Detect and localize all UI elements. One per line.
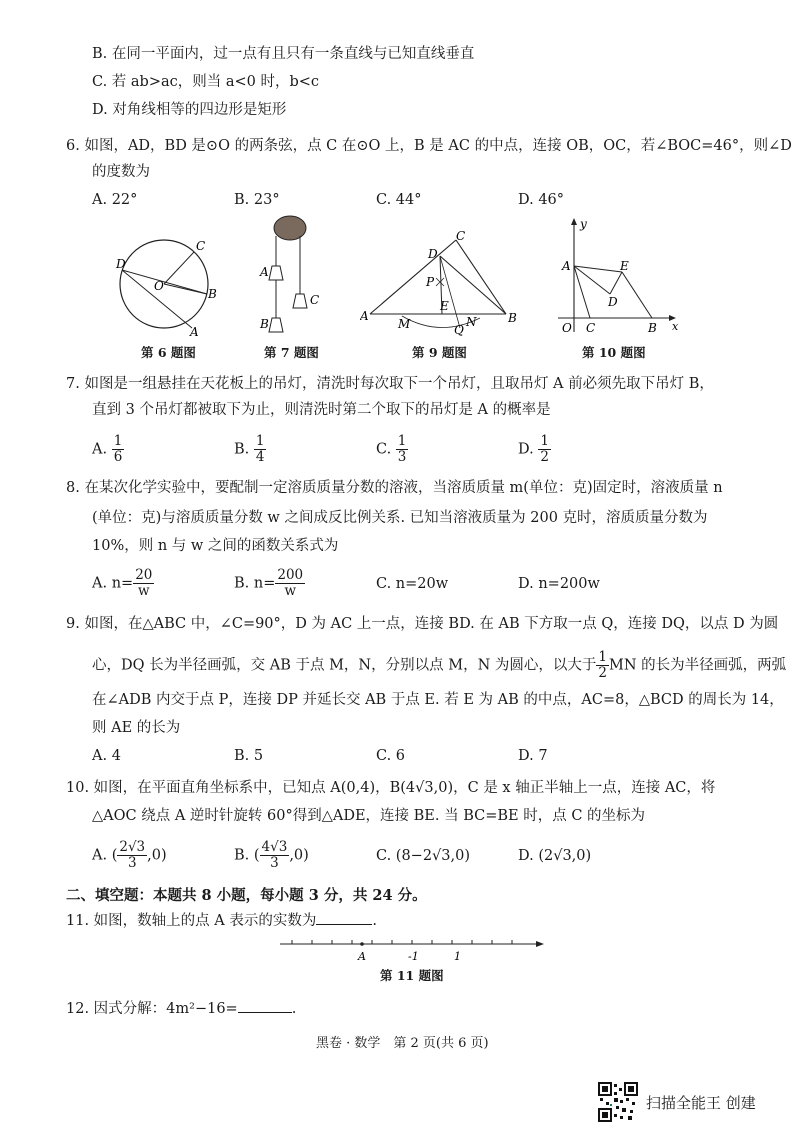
q9-half-numerator: 1 — [598, 649, 607, 665]
q9-stem-line4: 则 AE 的长为 — [92, 720, 181, 736]
q7-option-b-label: B. — [234, 441, 250, 458]
q8-option-a-denominator: w — [138, 583, 150, 599]
fig10-label-e: E — [620, 259, 629, 273]
q10-option-b-denominator: 3 — [270, 855, 279, 871]
fig6-label-a: A — [190, 325, 199, 339]
q9-option-b: B. 5 — [234, 748, 264, 764]
fig9-label-m: M — [398, 317, 411, 331]
fig11-label-a: A — [358, 950, 366, 963]
fig9-label-n: N — [466, 315, 477, 329]
q7-stem-line1: 7. 如图是一组悬挂在天花板上的吊灯，清洗时每次取下一个吊灯，且取吊灯 A 前必须先取下吊灯 B， — [66, 376, 714, 392]
q7-option-d-fraction — [538, 434, 551, 465]
q7-option-b-fraction — [254, 434, 267, 465]
q7-option-a-denominator: 6 — [113, 449, 123, 465]
q6-stem-line2: 的度数为 — [92, 164, 150, 180]
q8-option-b-numerator: 200 — [277, 567, 304, 583]
q8-option-b-prefix: B. n= — [234, 575, 276, 592]
q9-stem-line2 — [92, 650, 786, 681]
fig11-label-neg1: -1 — [408, 950, 419, 963]
q7-option-c-numerator: 1 — [397, 433, 407, 449]
fig9-label-q: Q — [454, 323, 464, 337]
q8-stem-line2: (单位：克)与溶质质量分数 w 之间成反比例关系. 已知当溶液质量为 200 克时，溶质质量分数为 — [92, 510, 708, 526]
q7-option-c-fraction — [396, 434, 409, 465]
figure-7-lamp-diagram — [258, 214, 328, 340]
fig10-label-b: B — [648, 321, 657, 335]
figure-6-caption: 第 6 题图 — [141, 345, 196, 360]
q7-option-c-label: C. — [376, 441, 392, 458]
q10-stem-line1: 10. 如图，在平面直角坐标系中，已知点 A(0,4)，B(4√3,0)，C 是 x 轴正半轴上一点，连接 AC，将 — [66, 780, 716, 796]
q7-option-d-denominator: 2 — [540, 449, 549, 465]
q6-option-a: A. 22° — [92, 192, 138, 208]
fig6-label-o: O — [154, 279, 164, 293]
q9-half-denominator: 2 — [598, 665, 607, 681]
fig9-label-d: D — [428, 247, 438, 261]
fig6-label-d: D — [116, 257, 126, 271]
fig11-label-1: 1 — [454, 950, 461, 963]
figure-10-coordinate-diagram — [552, 214, 682, 340]
fig10-label-c: C — [586, 321, 596, 335]
fig9-label-p: P — [426, 275, 435, 289]
q5-option-b: B. 在同一平面内，过一点有且只有一条直线与已知直线垂直 — [92, 46, 475, 62]
q10-option-b-prefix: B. ( — [234, 847, 260, 864]
q8-option-d: D. n=200w — [518, 576, 600, 592]
q8-stem-line3: 10%，则 n 与 w 之间的函数关系式为 — [92, 538, 339, 554]
q9-stem-line2-start: 心，DQ 长为半径画弧，交 AB 于点 M，N，分别以点 M，N 为圆心，以大于 — [92, 657, 597, 674]
q8-option-a-fraction — [133, 568, 154, 599]
fig10-label-o: O — [562, 321, 572, 335]
figure-10-caption: 第 10 题图 — [582, 345, 646, 360]
q10-stem-line2: △AOC 绕点 A 逆时针旋转 60°得到△ADE，连接 BE. 当 BC=BE 时，点 C 的坐标为 — [92, 808, 646, 824]
q7-option-a-numerator: 1 — [113, 433, 123, 449]
q8-option-c: C. n=20w — [376, 576, 449, 592]
q11-stem-end: . — [372, 913, 377, 929]
q8-option-a-numerator: 20 — [135, 567, 153, 583]
q10-option-b — [234, 840, 309, 871]
q10-option-a-numerator: 2√3 — [119, 839, 146, 855]
fig7-label-a: A — [260, 265, 269, 279]
q5-option-c: C. 若 ab>ac，则当 a<0 时，b<c — [92, 74, 320, 90]
page-footer: 黑卷 · 数学 第 2 页(共 6 页) — [316, 1036, 489, 1051]
q10-option-a-suffix: ,0) — [147, 847, 167, 864]
q6-option-d: D. 46° — [518, 192, 565, 208]
q10-option-a-fraction — [117, 840, 147, 871]
q8-option-b — [234, 568, 305, 599]
fig10-label-d: D — [608, 295, 618, 309]
q9-option-c: C. 6 — [376, 748, 406, 764]
fig6-label-b: B — [208, 287, 217, 301]
figure-9-caption: 第 9 题图 — [412, 345, 467, 360]
q10-option-a-prefix: A. ( — [92, 847, 118, 864]
q10-option-c: C. (8−2√3,0) — [376, 848, 471, 864]
figure-6-circle-diagram — [112, 228, 218, 340]
fig10-label-x: x — [672, 320, 679, 333]
q7-stem-line2: 直到 3 个吊灯都被取下为止，则清洗时第二个取下的吊灯是 A 的概率是 — [92, 402, 551, 418]
q11-answer-blank — [316, 910, 372, 925]
q7-option-d-numerator: 1 — [540, 433, 549, 449]
q9-stem-line1: 9. 如图，在△ABC 中，∠C=90°，D 为 AC 上一点，连接 BD. 在 AB 下方取一点 Q，连接 DQ，以点 D 为圆 — [66, 616, 779, 632]
q8-option-b-fraction — [275, 568, 305, 599]
q9-stem-line2-end: MN 的长为半径画弧，两弧 — [608, 657, 787, 674]
q7-option-a-label: A. — [92, 441, 108, 458]
q10-option-a — [92, 840, 167, 871]
q9-stem-line3: 在∠ADB 内交于点 P，连接 DP 并延长交 AB 于点 E. 若 E 为 AB 的中点，AC=8，△BCD 的周长为 14， — [92, 692, 784, 708]
q6-option-b: B. 23° — [234, 192, 280, 208]
q6-stem-line1: 6. 如图，AD，BD 是⊙O 的两条弦，点 C 在⊙O 上，B 是 AC 的中点，连接 OB，OC，若∠BOC=46°，则∠D — [66, 138, 792, 154]
fig9-label-a: A — [360, 309, 369, 323]
section-2-heading: 二、填空题：本题共 8 小题，每小题 3 分，共 24 分。 — [66, 887, 427, 904]
figure-11-number-line — [276, 934, 550, 964]
q11-stem — [66, 910, 377, 931]
q10-option-b-numerator: 4√3 — [261, 839, 288, 855]
fig6-label-c: C — [196, 239, 206, 253]
scanner-watermark: 扫描全能王 创建 — [646, 1094, 756, 1112]
q9-option-d: D. 7 — [518, 748, 548, 764]
fig10-label-a: A — [562, 259, 571, 273]
fig9-label-e: E — [440, 299, 449, 313]
q6-option-c: C. 44° — [376, 192, 422, 208]
q8-option-a — [92, 568, 154, 599]
figure-7-caption: 第 7 题图 — [264, 345, 319, 360]
q10-option-d: D. (2√3,0) — [518, 848, 592, 864]
q8-stem-line1: 8. 在某次化学实验中，要配制一定溶质质量分数的溶液，当溶质质量 m(单位：克)固定时，溶液质量 n — [66, 480, 723, 496]
figure-11-caption: 第 11 题图 — [380, 968, 444, 983]
fig10-label-y: y — [580, 217, 587, 231]
q10-option-b-fraction — [260, 840, 290, 871]
q7-option-a-fraction — [112, 434, 125, 465]
q7-option-d — [518, 434, 551, 465]
q7-option-c — [376, 434, 408, 465]
q7-option-a — [92, 434, 124, 465]
q9-half-fraction — [596, 650, 609, 681]
q8-option-a-prefix: A. n= — [92, 575, 134, 592]
q7-option-d-label: D. — [518, 441, 534, 458]
q7-option-c-denominator: 3 — [397, 449, 407, 465]
figure-9-triangle-diagram — [360, 228, 520, 340]
q7-option-b — [234, 434, 266, 465]
q11-stem-text: 11. 如图，数轴上的点 A 表示的实数为 — [66, 913, 317, 929]
q12-answer-blank — [238, 998, 292, 1013]
q12-stem — [66, 998, 296, 1019]
fig7-label-c: C — [310, 293, 320, 307]
q7-option-b-denominator: 4 — [255, 449, 265, 465]
qr-code-icon — [598, 1082, 638, 1122]
q8-option-b-denominator: w — [284, 583, 297, 599]
q12-stem-text: 12. 因式分解：4m²−16= — [66, 1001, 238, 1017]
q5-option-d: D. 对角线相等的四边形是矩形 — [92, 102, 287, 118]
q10-option-a-denominator: 3 — [127, 855, 137, 871]
fig7-label-b: B — [260, 317, 269, 331]
fig9-label-c: C — [456, 229, 466, 243]
q7-option-b-numerator: 1 — [255, 433, 265, 449]
q10-option-b-suffix: ,0) — [289, 847, 309, 864]
fig9-label-b: B — [508, 311, 517, 325]
q12-stem-end: . — [291, 1001, 297, 1017]
q9-option-a: A. 4 — [92, 748, 121, 764]
